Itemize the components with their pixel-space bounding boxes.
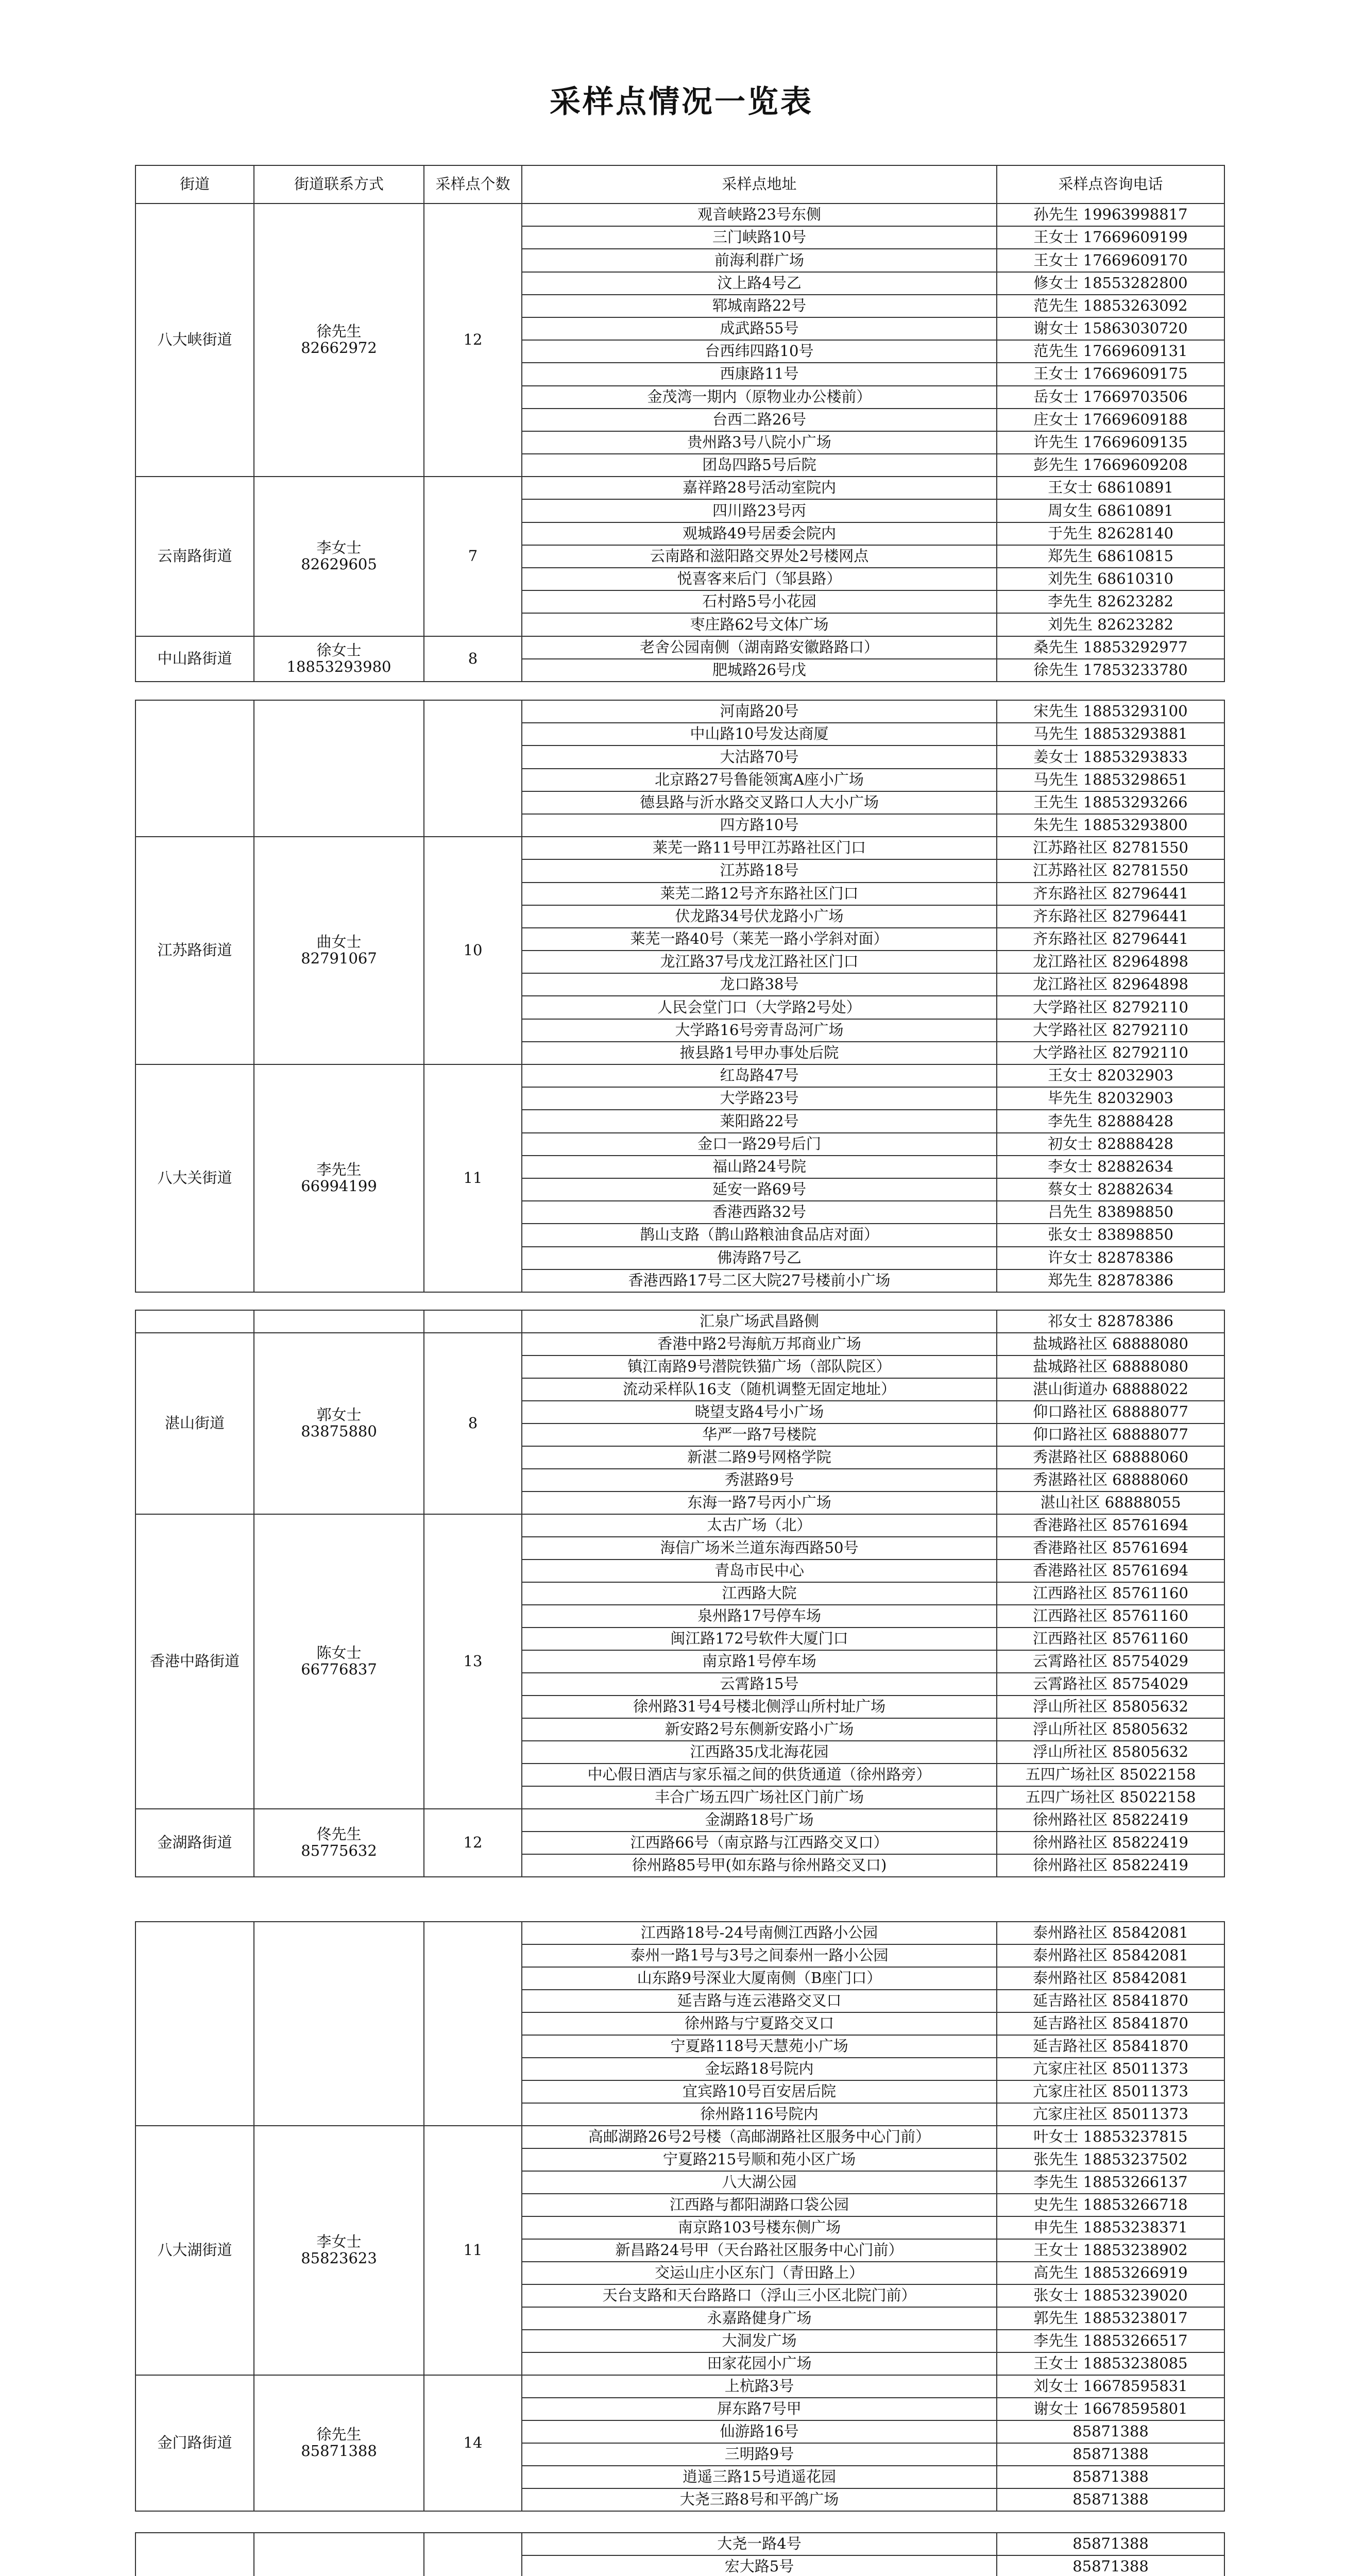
site-phone: 盐城路社区 68888080 [997,1355,1224,1378]
contact-phone: 82629605 [301,555,377,573]
site-address: 三门峡路10号 [522,226,997,249]
site-address: 延安一路69号 [522,1178,997,1201]
site-phone: 毕先生 82032903 [997,1087,1224,1110]
contact-cell [254,1333,424,1514]
site-address: 掖县路1号甲办事处后院 [522,1042,997,1064]
site-count-cell: 13 [424,1514,522,1809]
site-phone: 江西路社区 85761160 [997,1582,1224,1605]
table-row [135,1333,1224,1355]
site-address: 大学路23号 [522,1087,997,1110]
site-address: 大沽路70号 [522,745,997,768]
table-page-2 [135,700,1225,1293]
site-address: 徐州路31号4号楼北侧浮山所村址广场 [522,1696,997,1718]
table-row [135,1809,1224,1832]
site-phone: 齐东路社区 82796441 [997,905,1224,928]
site-phone: 浮山所社区 85805632 [997,1696,1224,1718]
site-phone: 范先生 18853263092 [997,295,1224,317]
table-row [135,477,1224,499]
site-phone: 申先生 18853238371 [997,2216,1224,2239]
site-phone: 修女士 18553282800 [997,272,1224,295]
site-phone: 王女士 82032903 [997,1064,1224,1087]
site-phone: 彭先生 17669609208 [997,454,1224,477]
site-phone: 张先生 18853237502 [997,2148,1224,2171]
street-cell: 八大峡街道 [135,204,254,477]
table-page-4 [135,1921,1225,2512]
table-page-1 [135,165,1225,682]
site-address: 徐州路116号院内 [522,2103,997,2126]
site-address: 江西路大院 [522,1582,997,1605]
street-cell [135,1922,254,2126]
site-phone: 许先生 17669609135 [997,431,1224,454]
site-address: 香港中路2号海航万邦商业广场 [522,1333,997,1355]
site-address: 莱阳路22号 [522,1110,997,1132]
site-phone: 亢家庄社区 85011373 [997,2080,1224,2103]
site-address: 观城路49号居委会院内 [522,522,997,545]
site-address: 金茂湾一期内（原物业办公楼前） [522,386,997,409]
site-address: 云霄路15号 [522,1673,997,1696]
site-address: 山东路9号深业大厦南侧（B座门口） [522,1967,997,1990]
site-address: 悦喜客来后门（邹县路） [522,568,997,590]
site-address: 龙口路38号 [522,973,997,996]
sampling-table [135,2532,1225,2576]
site-address: 成武路55号 [522,317,997,340]
site-address: 江西路35戊北海花园 [522,1741,997,1764]
site-address: 大洞发广场 [522,2330,997,2352]
contact-phone: 85823623 [301,2249,377,2267]
site-phone: 85871388 [997,2533,1224,2555]
site-address: 人民会堂门口（大学路2号处） [522,996,997,1019]
site-address: 金坛路18号院内 [522,2058,997,2080]
site-address: 前海利群广场 [522,249,997,272]
site-phone: 初女士 82888428 [997,1133,1224,1156]
contact-phone: 82791067 [301,950,377,968]
site-address: 枣庄路62号文体广场 [522,613,997,636]
site-address: 中心假日酒店与家乐福之间的供货通道（徐州路旁） [522,1764,997,1786]
site-phone: 大学路社区 82792110 [997,1042,1224,1064]
site-phone: 王女士 68610891 [997,477,1224,499]
site-phone: 盐城路社区 68888080 [997,1333,1224,1355]
page-title: 采样点情况一览表 [550,84,813,120]
site-address: 佛涛路7号乙 [522,1247,997,1269]
sampling-table [135,165,1225,682]
site-address: 天台支路和天台路路口（浮山三小区北院门前） [522,2284,997,2307]
site-phone: 五四广场社区 85022158 [997,1786,1224,1809]
contact-cell [254,700,424,837]
column-header: 采样点地址 [522,165,997,204]
table-row [135,636,1224,659]
site-address: 台西纬四路10号 [522,340,997,363]
site-phone: 姜女士 18853293833 [997,745,1224,768]
contact-cell [254,204,424,477]
site-address: 逍遥三路15号逍遥花园 [522,2466,997,2488]
site-address: 江西路与都阳湖路口袋公园 [522,2194,997,2216]
site-phone: 亢家庄社区 85011373 [997,2103,1224,2126]
sampling-table [135,1310,1225,1877]
site-phone: 齐东路社区 82796441 [997,883,1224,905]
site-phone: 王女士 17669609170 [997,249,1224,272]
site-phone: 郑先生 68610815 [997,545,1224,568]
site-phone: 湛山街道办 68888022 [997,1378,1224,1401]
site-phone: 秀湛路社区 68888060 [997,1446,1224,1469]
site-phone: 云霄路社区 85754029 [997,1673,1224,1696]
site-address: 东海一路7号丙小广场 [522,1492,997,1514]
site-phone: 香港路社区 85761694 [997,1537,1224,1560]
contact-name: 郭女士 [316,1406,362,1424]
site-address: 德县路与沂水路交叉路口人大小广场 [522,791,997,814]
site-address: 华严一路7号楼院 [522,1423,997,1446]
site-phone: 郭先生 18853238017 [997,2307,1224,2330]
site-address: 徐州路与宁夏路交叉口 [522,2012,997,2035]
contact-cell [254,636,424,682]
site-address: 秀湛路9号 [522,1469,997,1492]
site-phone: 85871388 [997,2488,1224,2511]
site-phone: 江苏路社区 82781550 [997,859,1224,882]
site-address: 屏东路7号甲 [522,2398,997,2420]
site-count-cell: 12 [424,1809,522,1877]
site-phone: 85871388 [997,2420,1224,2443]
site-address: 肥城路26号戊 [522,659,997,682]
contact-phone: 18853293980 [286,657,391,675]
site-count-cell [424,700,522,837]
site-address: 江苏路18号 [522,859,997,882]
site-count-cell [424,1922,522,2126]
site-phone: 桑先生 18853292977 [997,636,1224,659]
site-address: 香港西路17号二区大院27号楼前小广场 [522,1269,997,1292]
site-address: 宜宾路10号百安居后院 [522,2080,997,2103]
site-address: 江西路18号-24号南侧江西路小公园 [522,1922,997,1944]
street-cell: 八大关街道 [135,1064,254,1292]
contact-cell [254,2126,424,2375]
street-cell: 金湖路街道 [135,1809,254,1877]
table-row [135,1064,1224,1087]
site-phone: 蔡女士 82882634 [997,1178,1224,1201]
site-phone: 王女士 17669609175 [997,363,1224,385]
column-header: 采样点咨询电话 [997,165,1224,204]
contact-phone: 66776837 [301,1660,377,1678]
site-phone: 五四广场社区 85022158 [997,1764,1224,1786]
site-phone: 香港路社区 85761694 [997,1560,1224,1582]
site-address: 北京路27号鲁能领寓A座小广场 [522,769,997,791]
site-address: 上杭路3号 [522,2375,997,2398]
table-page-5 [135,2532,1225,2576]
site-phone: 徐先生 17853233780 [997,659,1224,682]
site-phone: 李先生 82888428 [997,1110,1224,1132]
contact-name: 徐先生 [316,2426,362,2444]
site-address: 老舍公园南侧（湖南路安徽路路口） [522,636,997,659]
site-address: 大尧三路8号和平鸽广场 [522,2488,997,2511]
site-phone: 亢家庄社区 85011373 [997,2058,1224,2080]
site-address: 南京路103号楼东侧广场 [522,2216,997,2239]
site-phone: 王先生 18853293266 [997,791,1224,814]
site-phone: 刘先生 68610310 [997,568,1224,590]
column-header: 街道联系方式 [254,165,424,204]
site-address: 龙江路37号戊龙江路社区门口 [522,951,997,973]
site-phone: 仰口路社区 68888077 [997,1423,1224,1446]
street-cell [135,700,254,837]
column-header: 采样点个数 [424,165,522,204]
site-address: 伏龙路34号伏龙路小广场 [522,905,997,928]
site-phone: 马先生 18853293881 [997,723,1224,745]
site-phone: 浮山所社区 85805632 [997,1741,1224,1764]
table-row [135,204,1224,226]
street-cell: 金门路街道 [135,2375,254,2511]
site-phone: 高先生 18853266919 [997,2262,1224,2284]
site-address: 石村路5号小花园 [522,590,997,613]
site-phone: 云霄路社区 85754029 [997,1650,1224,1673]
site-address: 永嘉路健身广场 [522,2307,997,2330]
site-address: 丰合广场五四广场社区门前广场 [522,1786,997,1809]
site-address: 嘉祥路28号活动室院内 [522,477,997,499]
site-phone: 刘先生 82623282 [997,613,1224,636]
site-address: 中山路10号发达商厦 [522,723,997,745]
site-address: 高邮湖路26号2号楼（高邮湖路社区服务中心门前） [522,2126,997,2148]
table-row [135,1514,1224,1537]
site-address: 四方路10号 [522,814,997,837]
site-phone: 岳女士 17669703506 [997,386,1224,409]
site-phone: 王女士 17669609199 [997,226,1224,249]
site-address: 三明路9号 [522,2443,997,2466]
site-address: 徐州路85号甲(如东路与徐州路交叉口) [522,1854,997,1877]
sampling-table [135,700,1225,1293]
site-count-cell: 10 [424,837,522,1064]
site-address: 江西路66号（南京路与江西路交叉口） [522,1832,997,1854]
site-address: 新安路2号东侧新安路小广场 [522,1718,997,1741]
site-address: 海信广场米兰道东海西路50号 [522,1537,997,1560]
site-phone: 郑先生 82878386 [997,1269,1224,1292]
site-address: 延吉路与连云港路交叉口 [522,1990,997,2012]
site-address: 宏大路5号 [522,2555,997,2576]
site-address: 闽江路172号软件大厦门口 [522,1628,997,1650]
site-count-cell: 8 [424,636,522,682]
site-address: 泰州一路1号与3号之间泰州一路小公园 [522,1944,997,1967]
contact-phone: 85871388 [301,2442,377,2460]
site-phone: 朱先生 18853293800 [997,814,1224,837]
table-page-3 [135,1310,1225,1877]
site-address: 南京路1号停车场 [522,1650,997,1673]
site-address: 四川路23号丙 [522,499,997,522]
contact-cell [254,1514,424,1809]
site-phone: 吕先生 83898850 [997,1201,1224,1224]
contact-phone: 66994199 [301,1177,377,1195]
contact-cell [254,2375,424,2511]
site-phone: 85871388 [997,2443,1224,2466]
site-phone: 许女士 82878386 [997,1247,1224,1269]
site-count-cell: 11 [424,1064,522,1292]
site-count-cell [424,2533,522,2576]
site-address: 河南路20号 [522,700,997,723]
site-phone: 延吉路社区 85841870 [997,2035,1224,2058]
site-address: 交运山庄小区东门（青田路上） [522,2262,997,2284]
site-phone: 李女士 82882634 [997,1156,1224,1178]
street-cell [135,1310,254,1333]
site-address: 福山路24号院 [522,1156,997,1178]
contact-cell [254,1310,424,1333]
site-phone: 宋先生 18853293100 [997,700,1224,723]
contact-name: 陈女士 [316,1644,362,1662]
site-address: 泉州路17号停车场 [522,1605,997,1628]
site-address: 西康路11号 [522,363,997,385]
contact-cell [254,477,424,636]
site-phone: 仰口路社区 68888077 [997,1401,1224,1423]
site-phone: 谢女士 15863030720 [997,317,1224,340]
site-phone: 于先生 82628140 [997,522,1224,545]
site-address: 观音峡路23号东侧 [522,204,997,226]
site-phone: 张女士 83898850 [997,1224,1224,1246]
site-phone: 江苏路社区 82781550 [997,837,1224,859]
site-phone: 龙江路社区 82964898 [997,951,1224,973]
site-address: 云南路和滋阳路交界处2号楼网点 [522,545,997,568]
site-phone: 马先生 18853298651 [997,769,1224,791]
street-cell: 江苏路街道 [135,837,254,1064]
site-phone: 泰州路社区 85842081 [997,1944,1224,1967]
site-phone: 徐州路社区 85822419 [997,1832,1224,1854]
site-address: 田家花园小广场 [522,2352,997,2375]
site-address: 金口一路29号后门 [522,1133,997,1156]
site-count-cell [424,1310,522,1333]
site-address: 莱芜一路11号甲江苏路社区门口 [522,837,997,859]
contact-name: 李先生 [316,1161,362,1179]
contact-name: 徐先生 [316,323,362,341]
site-address: 晓望支路4号小广场 [522,1401,997,1423]
site-phone: 泰州路社区 85842081 [997,1922,1224,1944]
site-count-cell: 7 [424,477,522,636]
table-row [135,700,1224,723]
site-phone: 江西路社区 85761160 [997,1605,1224,1628]
street-cell: 香港中路街道 [135,1514,254,1809]
street-cell [135,2533,254,2576]
table-row [135,1310,1224,1333]
site-phone: 85871388 [997,2466,1224,2488]
contact-name: 李女士 [316,539,362,557]
street-cell: 湛山街道 [135,1333,254,1514]
site-address: 宁夏路215号顺和苑小区广场 [522,2148,997,2171]
site-phone: 龙江路社区 82964898 [997,973,1224,996]
site-phone: 延吉路社区 85841870 [997,2012,1224,2035]
site-phone: 香港路社区 85761694 [997,1514,1224,1537]
site-phone: 徐州路社区 85822419 [997,1809,1224,1832]
contact-phone: 83875880 [301,1422,377,1440]
contact-cell [254,1064,424,1292]
site-address: 团岛四路5号后院 [522,454,997,477]
contact-cell [254,837,424,1064]
table-row [135,2375,1224,2398]
site-address: 鹊山支路（鹊山路粮油食品店对面） [522,1224,997,1246]
site-phone: 秀湛路社区 68888060 [997,1469,1224,1492]
contact-cell [254,1922,424,2126]
table-row [135,2533,1224,2555]
site-phone: 大学路社区 82792110 [997,996,1224,1019]
site-phone: 史先生 18853266718 [997,2194,1224,2216]
street-cell: 云南路街道 [135,477,254,636]
contact-phone: 82662972 [301,339,377,357]
site-address: 金湖路18号广场 [522,1809,997,1832]
site-address: 汇泉广场武昌路侧 [522,1310,997,1333]
site-phone: 祁女士 82878386 [997,1310,1224,1333]
site-phone: 85871388 [997,2555,1224,2576]
site-phone: 李先生 18853266137 [997,2171,1224,2194]
site-address: 台西二路26号 [522,409,997,431]
site-phone: 大学路社区 82792110 [997,1019,1224,1042]
site-phone: 王女士 18853238902 [997,2239,1224,2262]
site-address: 汶上路4号乙 [522,272,997,295]
contact-name: 曲女士 [316,933,362,951]
site-phone: 谢女士 16678595801 [997,2398,1224,2420]
site-phone: 王女士 18853238085 [997,2352,1224,2375]
site-count-cell: 8 [424,1333,522,1514]
table-row [135,1922,1224,1944]
site-phone: 周女生 68610891 [997,499,1224,522]
site-phone: 庄女士 17669609188 [997,409,1224,431]
site-address: 新湛二路9号网格学院 [522,1446,997,1469]
site-address: 大学路16号旁青岛河广场 [522,1019,997,1042]
site-count-cell: 12 [424,204,522,477]
contact-cell [254,2533,424,2576]
site-phone: 齐东路社区 82796441 [997,928,1224,951]
site-address: 镇江南路9号潜院铁猫广场（部队院区） [522,1355,997,1378]
site-address: 莱芜二路12号齐东路社区门口 [522,883,997,905]
street-cell: 八大湖街道 [135,2126,254,2375]
site-address: 贵州路3号八院小广场 [522,431,997,454]
site-phone: 徐州路社区 85822419 [997,1854,1224,1877]
table-row [135,2126,1224,2148]
sampling-table [135,1921,1225,2512]
column-header: 街道 [135,165,254,204]
site-phone: 李先生 18853266517 [997,2330,1224,2352]
site-address: 郓城南路22号 [522,295,997,317]
site-address: 香港西路32号 [522,1201,997,1224]
site-phone: 李先生 82623282 [997,590,1224,613]
site-phone: 泰州路社区 85842081 [997,1967,1224,1990]
table-row [135,837,1224,859]
site-address: 宁夏路118号天慧苑小广场 [522,2035,997,2058]
site-address: 莱芜一路40号（莱芜一路小学斜对面） [522,928,997,951]
site-address: 新昌路24号甲（天台路社区服务中心门前） [522,2239,997,2262]
site-phone: 湛山社区 68888055 [997,1492,1224,1514]
site-address: 仙游路16号 [522,2420,997,2443]
site-phone: 孙先生 19963998817 [997,204,1224,226]
site-phone: 浮山所社区 85805632 [997,1718,1224,1741]
site-address: 青岛市民中心 [522,1560,997,1582]
site-phone: 刘女士 16678595831 [997,2375,1224,2398]
site-address: 大尧一路4号 [522,2533,997,2555]
site-count-cell: 11 [424,2126,522,2375]
header-row [135,165,1224,204]
contact-name: 佟先生 [316,1825,362,1843]
site-address: 八大湖公园 [522,2171,997,2194]
site-address: 太古广场（北） [522,1514,997,1537]
site-phone: 张女士 18853239020 [997,2284,1224,2307]
site-address: 流动采样队16支（随机调整无固定地址） [522,1378,997,1401]
site-phone: 范先生 17669609131 [997,340,1224,363]
site-count-cell: 14 [424,2375,522,2511]
contact-name: 徐女士 [316,641,362,659]
contact-cell [254,1809,424,1877]
contact-phone: 85775632 [301,1842,377,1859]
site-address: 红岛路47号 [522,1064,997,1087]
site-phone: 延吉路社区 85841870 [997,1990,1224,2012]
contact-name: 李女士 [316,2233,362,2251]
site-phone: 叶女士 18853237815 [997,2126,1224,2148]
street-cell: 中山路街道 [135,636,254,682]
site-phone: 江西路社区 85761160 [997,1628,1224,1650]
